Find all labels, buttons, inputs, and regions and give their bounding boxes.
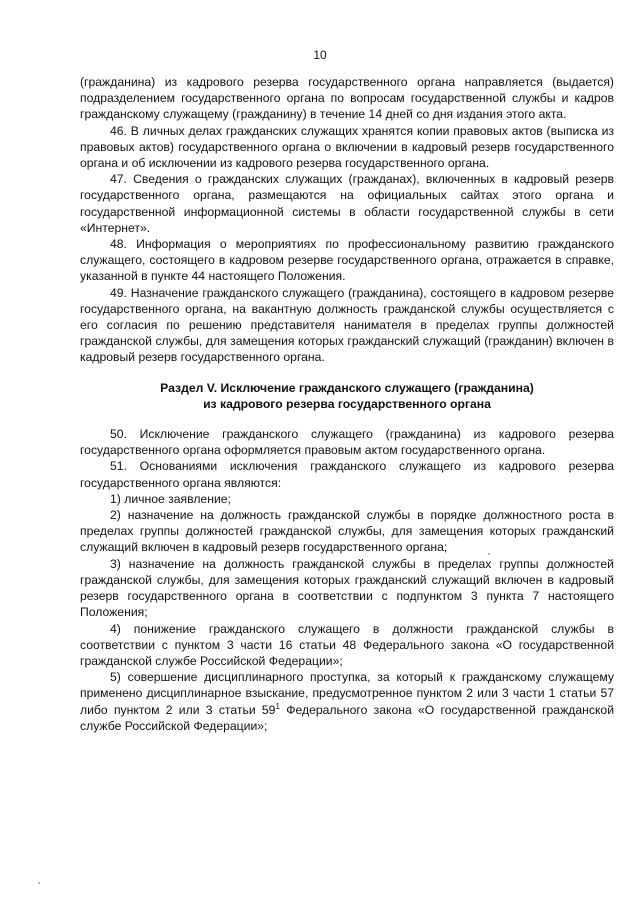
paragraph-item-5-text-a: 5) совершение дисциплинарного проступка, за который к гражданскому служащему применено дисциплинарное взыскание, предусмотренное пунктом 2 или 3 части 1 статьи 57 либо пунктом 2 или 3 статьи 59 [80, 670, 614, 717]
paragraph: 3) назначение на должность гражданской службы в пределах группы должностей гражданской службы, для замещения которых гражданский служащий включен в кадровый резерв государственного органа в соответствии с подпунктом 3 пункта 7 настоящего Положения; [80, 556, 614, 620]
document-body [80, 74, 614, 734]
paragraph-item-5 [80, 669, 614, 734]
paragraphs-part2 [80, 426, 614, 669]
scan-speck [38, 882, 40, 884]
paragraph: 48. Информация о мероприятиях по профессиональному развитию гражданского служащего, состоящего в кадровом резерве государственного органа, отражается в справке, указанной в пункте 44 настоящего Положения. [80, 237, 614, 284]
paragraph: (гражданина) из кадрового резерва государственного органа направляется (выдается) подразделением государственного органа по вопросам государственной службы и кадров гражданскому служащему (гражданину) в течение 14 дней со дня издания этого акта. [80, 75, 614, 122]
paragraph: 51. Основаниями исключения гражданского служащего из кадрового резерва государственного органа являются: [80, 459, 614, 490]
page-number: 10 [313, 48, 327, 62]
paragraph-item-5-superscript: 1 [275, 701, 280, 711]
spacer [80, 412, 614, 426]
section-heading-line2: из кадрового резерва государственного органа [203, 396, 491, 411]
scan-speck [488, 553, 490, 555]
paragraph: 46. В личных делах гражданских служащих хранятся копии правовых актов (выписка из правовых актов) государственного органа о включении в кадровый резерв государственного органа и об исключении из кадрового резерва государственного органа. [80, 123, 614, 171]
paragraphs-part1 [80, 74, 614, 366]
spacer [80, 366, 614, 380]
paragraph: 4) понижение гражданского служащего в должности гражданской службы в соответствии с пунктом 3 части 16 статьи 48 Федерального закона «О государственной гражданской службе Российской Федерации»; [80, 621, 614, 668]
paragraph: 1) личное заявление; [110, 491, 231, 506]
section-heading-line1: Раздел V. Исключение гражданского служащего (гражданина) [160, 380, 534, 395]
paragraph: 49. Назначение гражданского служащего (гражданина), состоящего в кадровом резерве государственного органа, на вакантную должность гражданской службы осуществляется с его согласия по решению представителя нанимателя в пределах группы должностей гражданской службы, для замещения которых гражданский служащий (гражданин) включен в кадровый резерв государственного органа. [80, 285, 614, 365]
paragraph: 47. Сведения о гражданских служащих (гражданах), включенных в кадровый резерв государственного органа, размещаются на официальных сайтах этого органа и государственной информационной системы в области государственной службы в сети «Интернет». [80, 172, 614, 235]
paragraph-item-5-text-b: Федерального закона «О государственной гражданской службе Российской Федерации»; [80, 702, 614, 733]
paragraph: 2) назначение на должность гражданской службы в порядке должностного роста в пределах группы должностей гражданской службы, для замещения которых гражданский служащий включен в кадровый резерв государственного органа; [80, 508, 614, 555]
paragraph: 50. Исключение гражданского служащего (гражданина) из кадрового резерва государственного органа оформляется правовым актом государственного органа. [80, 427, 614, 458]
